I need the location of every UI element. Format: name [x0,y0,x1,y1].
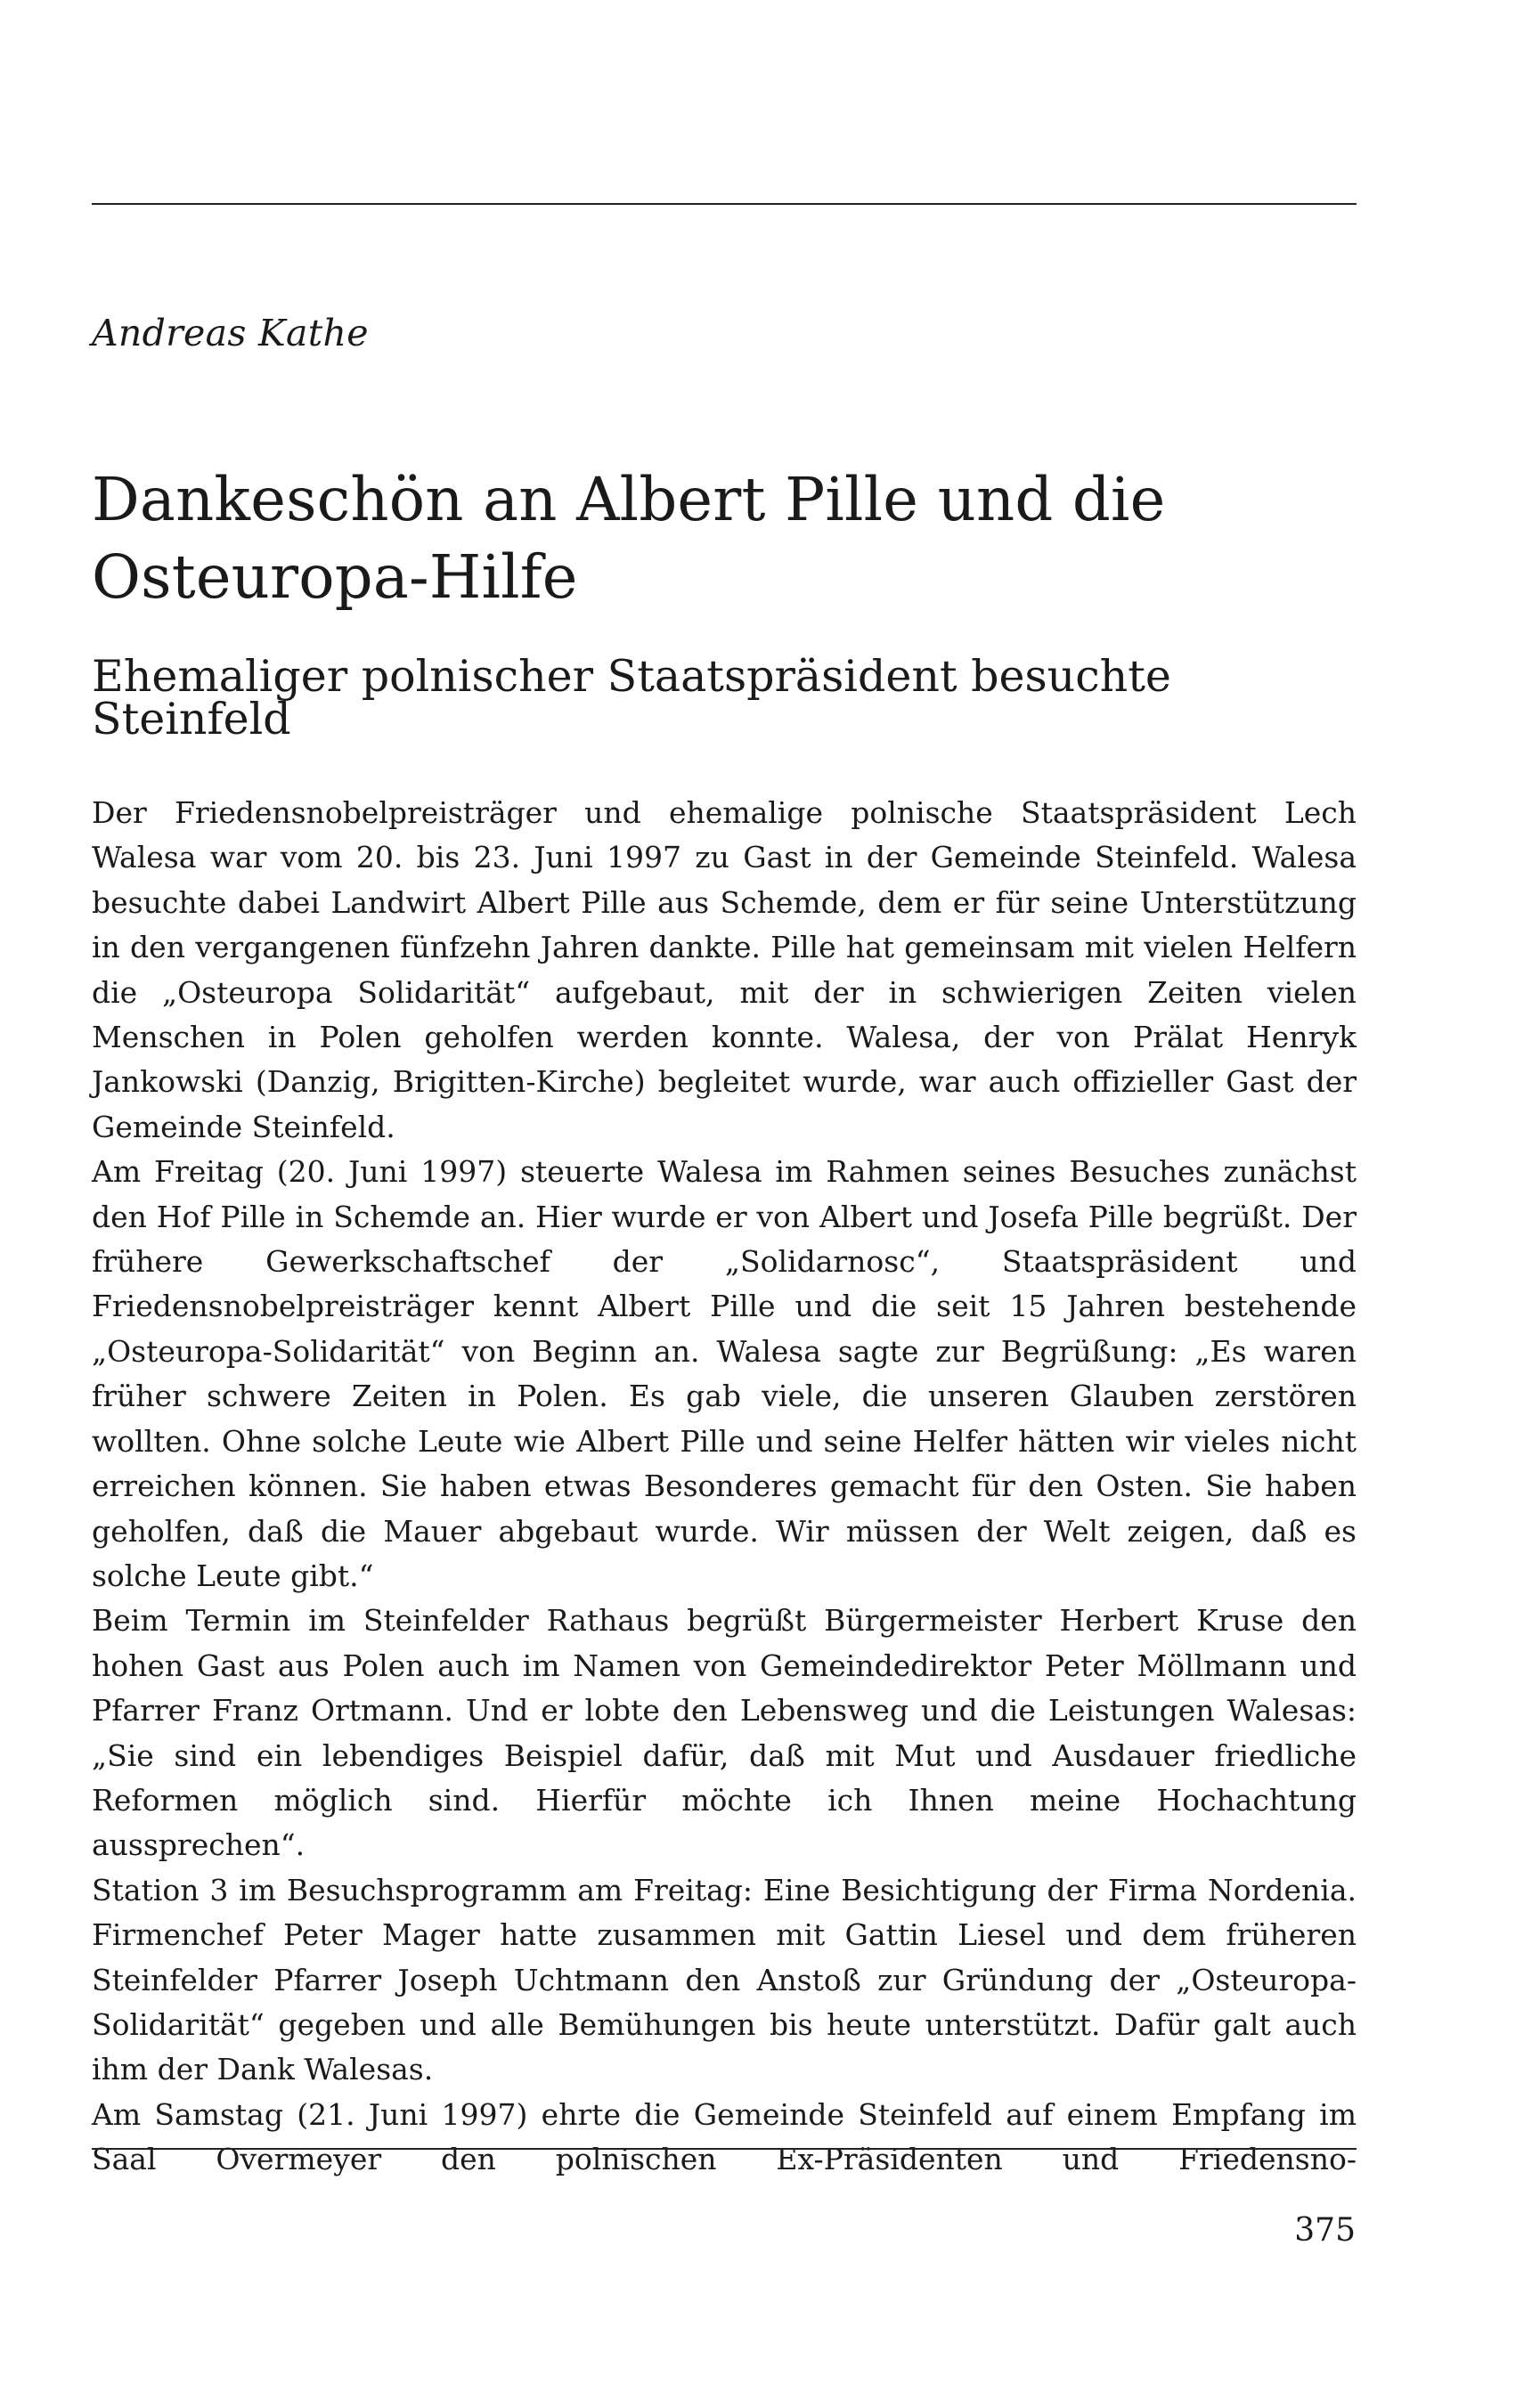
bottom-rule [92,2148,1357,2150]
author-name: Andreas Kathe [92,312,369,354]
paragraph: Am Freitag (20. Juni 1997) steuerte Walesa im Rahmen seines Besuches zunächst den Hof Pille in Schemde an. Hier wurde er von Albert und Josefa Pille begrüßt. Der frühere Gewerkschaftschef der „Solidarnosc“, Staatspräsident und Friedensnobelpreisträger kennt Albert Pille und die seit 15 Jahren bestehende „Osteuropa-Solidarität“ von Beginn an. Walesa sagte zur Begrüßung: „Es waren früher schwere Zeiten in Polen. Es gab viele, die unseren Glauben zerstören wollten. Ohne solche Leute wie Albert Pille und seine Helfer hätten wir vieles nicht erreichen können. Sie haben etwas Besonderes gemacht für den Osten. Sie haben geholfen, daß die Mauer abgebaut wurde. Wir müssen der Welt zeigen, daß es solche Leute gibt.“ [92,1154,1357,1593]
paragraph: Der Friedensnobelpreisträger und ehemalige polnische Staatspräsident Lech Walesa war vom 20. bis 23. Juni 1997 zu Gast in der Gemeinde Steinfeld. Walesa besuchte dabei Landwirt Albert Pille aus Schemde, dem er für seine Unterstützung in den vergangenen fünfzehn Jahren dankte. Pille hat gemeinsam mit vielen Helfern die „Osteuropa Solidarität“ aufgebaut, mit der in schwierigen Zeiten vielen Menschen in Polen geholfen werden konnte. Walesa, der von Prälat Henryk Jankowski (Danzig, Brigitten-Kirche) begleitet wurde, war auch offizieller Gast der Gemeinde Steinfeld. [92,795,1357,1144]
paragraph: Am Samstag (21. Juni 1997) ehrte die Gemeinde Steinfeld auf einem Empfang im Saal Overmeyer den polnischen Ex-Präsidenten und Friedensno- [92,2096,1357,2177]
article-body [92,791,1357,2183]
top-rule [92,203,1357,205]
article-subtitle: Ehemaliger polnischer Staatspräsident besuchte Steinfeld [92,651,1171,744]
page-number: 375 [1294,2212,1356,2249]
paragraph: Beim Termin im Steinfelder Rathaus begrüßt Bürgermeister Herbert Kruse den hohen Gast aus Polen auch im Namen von Gemeindedirektor Peter Möllmann und Pfarrer Franz Ortmann. Und er lobte den Lebensweg und die Leistungen Walesas: „Sie sind ein lebendiges Beispiel dafür, daß mit Mut und Ausdauer friedliche Reformen möglich sind. Hierfür möchte ich Ihnen meine Hochachtung aussprechen“. [92,1603,1357,1863]
article-title: Dankeschön an Albert Pille und die Osteuropa-Hilfe [92,465,1166,612]
paragraph: Station 3 im Besuchsprogramm am Freitag: Eine Besichtigung der Firma Nordenia. Firmenchef Peter Mager hatte zusammen mit Gattin Liesel und dem früheren Steinfelder Pfarrer Joseph Uchtmann den Anstoß zur Gründung der „Osteuropa-Solidarität“ gegeben und alle Bemühungen bis heute unterstützt. Dafür galt auch ihm der Dank Walesas. [92,1872,1357,2087]
